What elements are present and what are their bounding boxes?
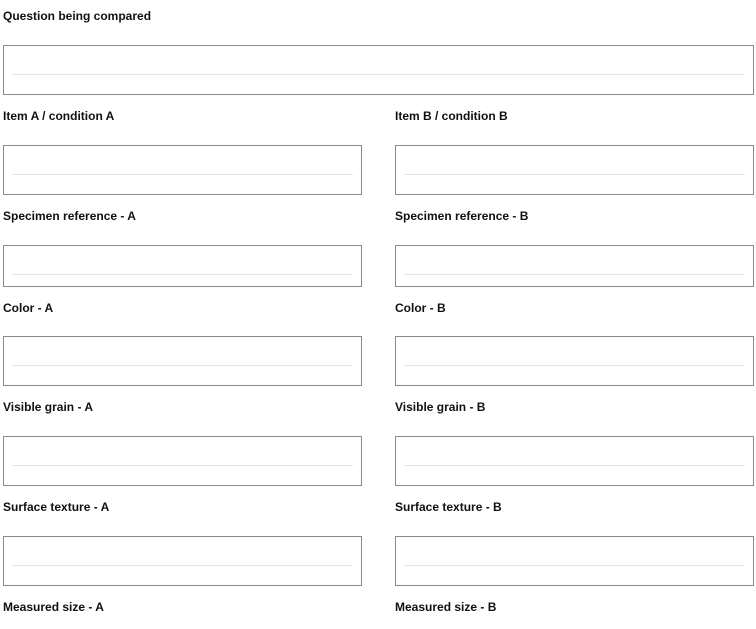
field-guide-line bbox=[404, 365, 745, 366]
field-guide-line bbox=[12, 74, 745, 75]
item-a-field[interactable] bbox=[3, 145, 362, 195]
color-a-label: Color - A bbox=[3, 301, 54, 315]
texture-a-label: Surface texture - A bbox=[3, 500, 110, 514]
color-b-field[interactable] bbox=[395, 336, 754, 386]
texture-a-field[interactable] bbox=[3, 536, 362, 586]
item-b-field[interactable] bbox=[395, 145, 754, 195]
field-guide-line bbox=[12, 274, 353, 275]
grain-a-label: Visible grain - A bbox=[3, 400, 94, 414]
field-guide-line bbox=[404, 565, 745, 566]
color-b-label: Color - B bbox=[395, 301, 446, 315]
color-a-field[interactable] bbox=[3, 336, 362, 386]
specimen-b-field[interactable] bbox=[395, 245, 754, 287]
field-guide-line bbox=[12, 465, 353, 466]
field-guide-line bbox=[404, 465, 745, 466]
specimen-a-label: Specimen reference - A bbox=[3, 209, 136, 223]
field-guide-line bbox=[404, 174, 745, 175]
field-guide-line bbox=[12, 565, 353, 566]
grain-b-label: Visible grain - B bbox=[395, 400, 486, 414]
item-a-label: Item A / condition A bbox=[3, 109, 115, 123]
question-field[interactable] bbox=[3, 45, 754, 95]
field-guide-line bbox=[12, 174, 353, 175]
specimen-b-label: Specimen reference - B bbox=[395, 209, 529, 223]
field-guide-line bbox=[404, 274, 745, 275]
question-label: Question being compared bbox=[3, 9, 152, 23]
item-b-label: Item B / condition B bbox=[395, 109, 508, 123]
grain-b-field[interactable] bbox=[395, 436, 754, 486]
size-b-label: Measured size - B bbox=[395, 600, 497, 614]
specimen-a-field[interactable] bbox=[3, 245, 362, 287]
texture-b-field[interactable] bbox=[395, 536, 754, 586]
field-guide-line bbox=[12, 365, 353, 366]
size-a-label: Measured size - A bbox=[3, 600, 104, 614]
texture-b-label: Surface texture - B bbox=[395, 500, 502, 514]
grain-a-field[interactable] bbox=[3, 436, 362, 486]
